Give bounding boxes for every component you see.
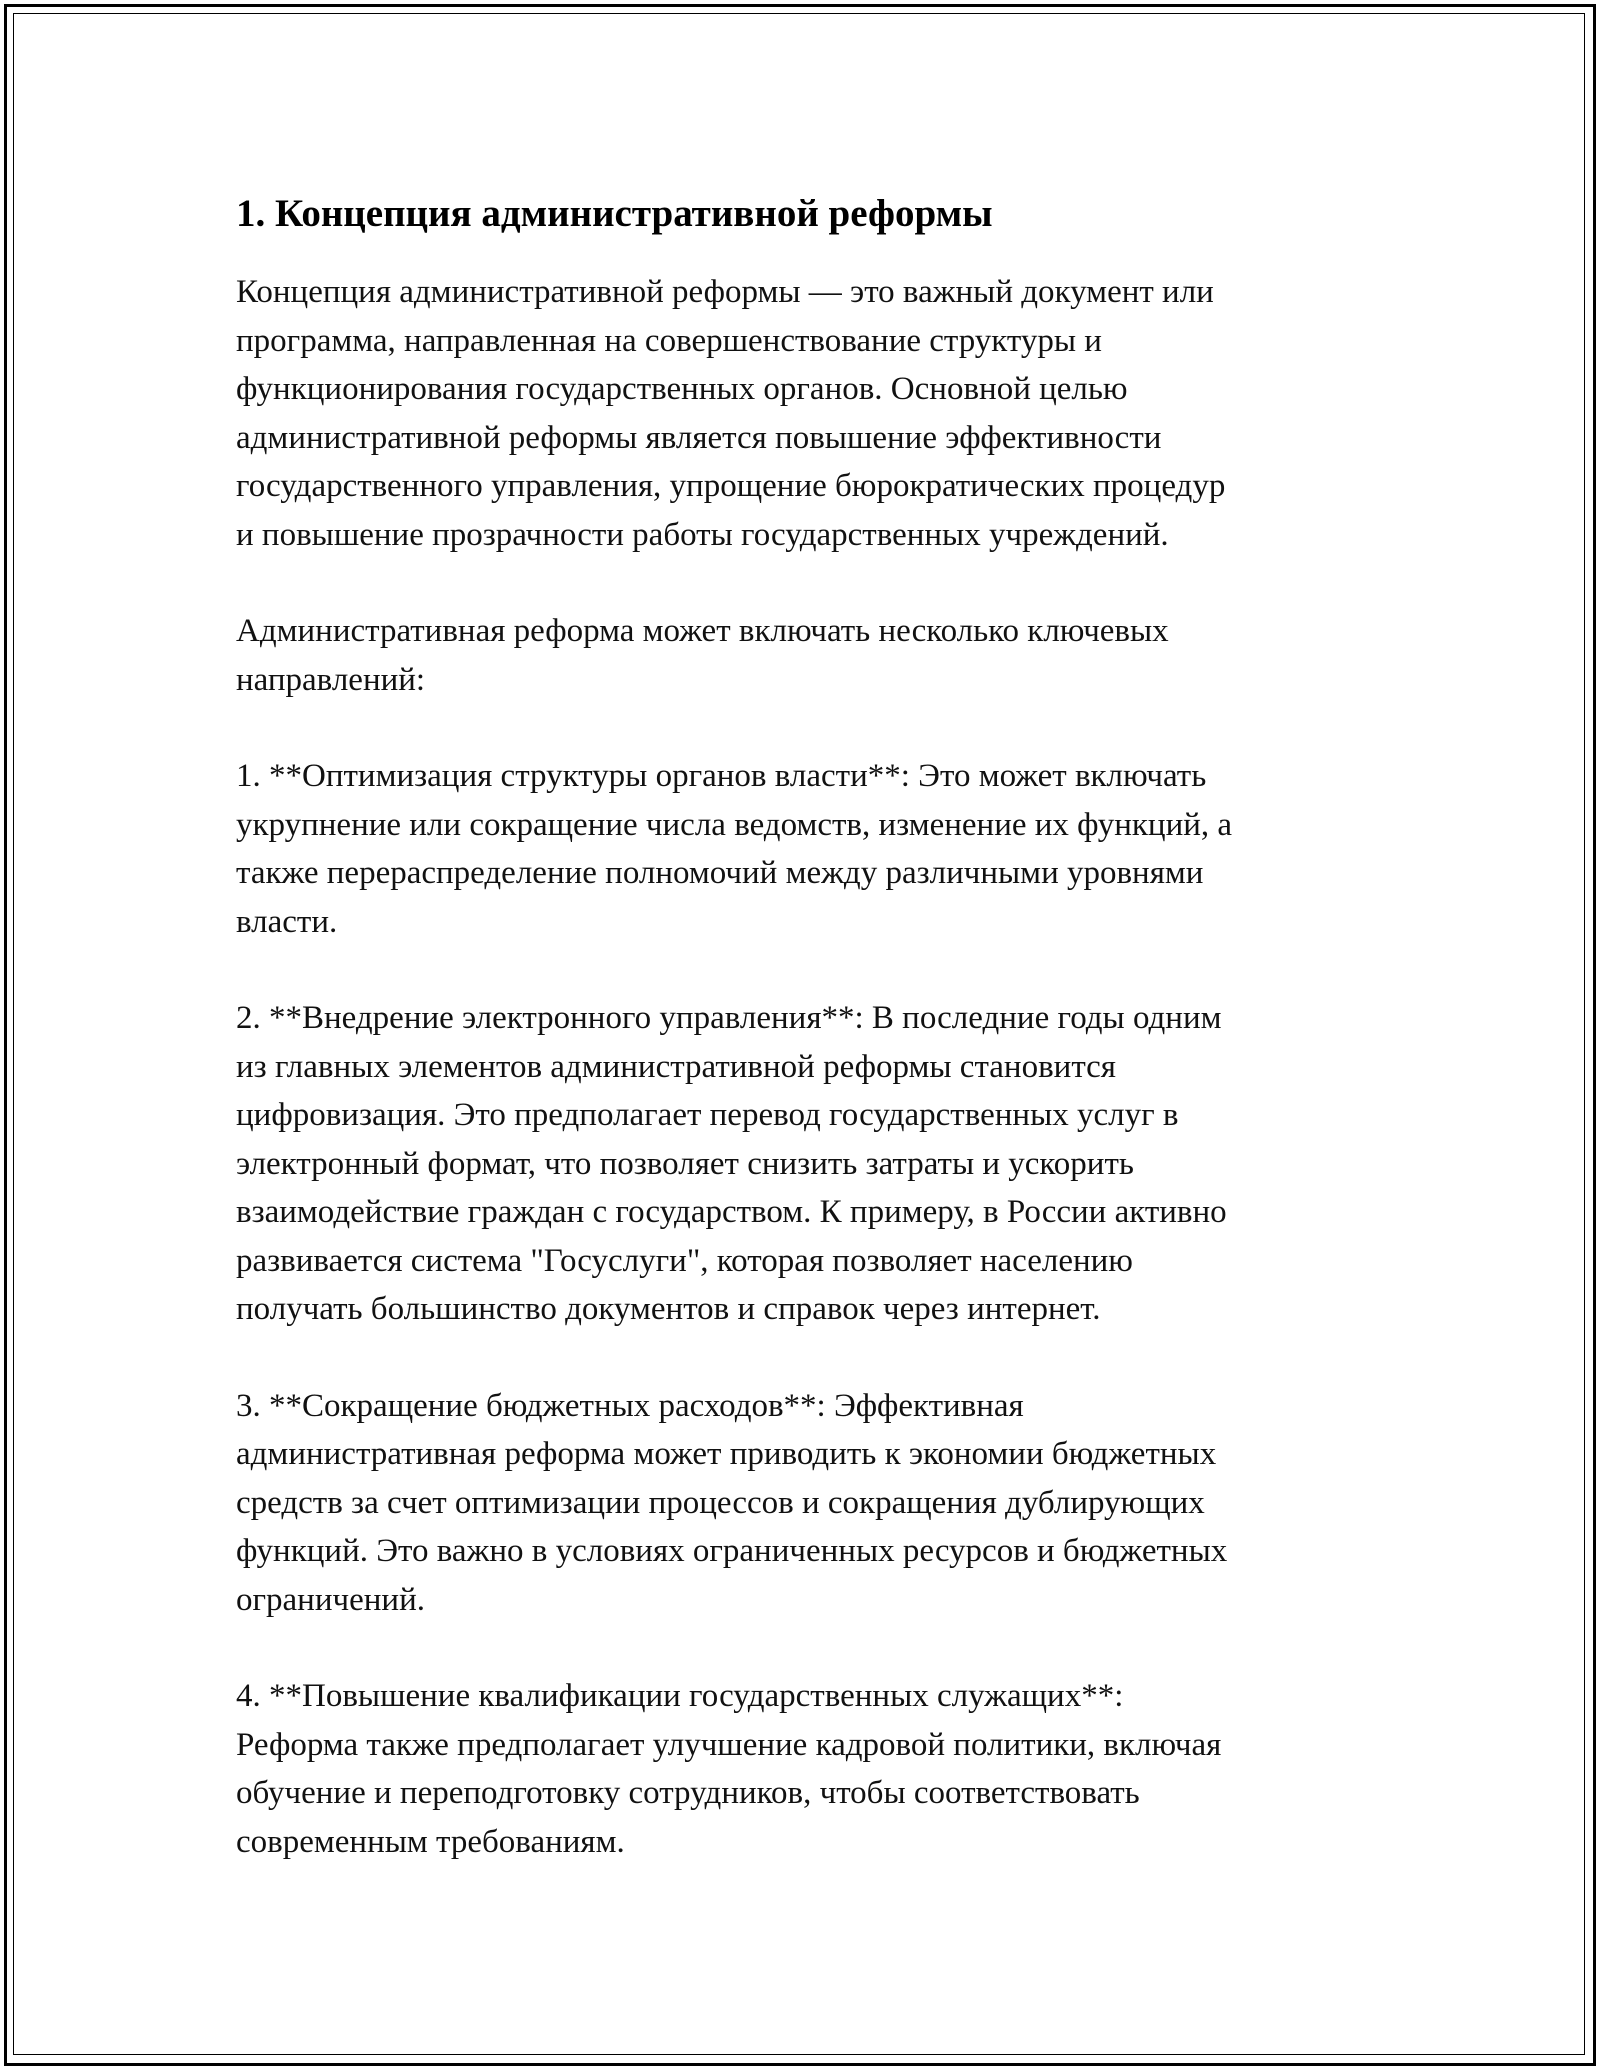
directions-intro-paragraph: Административная реформа может включать несколько ключевых направлений:: [236, 613, 1169, 698]
list-item-structure-optimization: 1. **Оптимизация структуры органов власти**: Это может включать укрупнение или сокращение числа ведомств, изменение их функций, а также перераспределение полномочий между различными уровнями власти.: [236, 758, 1233, 940]
document-body: [236, 188, 1366, 1914]
list-item-budget-reduction: 3. **Сокращение бюджетных расходов**: Эффективная административная реформа может приводить к экономии бюджетных средств за счет оптимизации процессов и сокращения дублирующих функций. Это важно в условиях ограниченных ресурсов и бюджетных ограничений.: [236, 1387, 1228, 1618]
list-item-staff-qualification: 4. **Повышение квалификации государственных служащих**: Реформа также предполагает улучшение кадровой политики, включая обучение и переподготовку сотрудников, чтобы соответствовать современным требованиям.: [236, 1678, 1222, 1860]
section-heading: 1. Концепция административной реформы: [236, 192, 993, 235]
intro-paragraph: Концепция административной реформы — это важный документ или программа, направленная на совершенствование структуры и функционирования государственных органов. Основной целью административной реформы является повышение эффективности государственного управления, упрощение бюрократических процедур и повышение прозрачности работы государственных учреждений.: [236, 274, 1226, 553]
list-item-e-government: 2. **Внедрение электронного управления**: В последние годы одним из главных элементов административной реформы становится цифровизация. Это предполагает перевод государственных услуг в электронный формат, что позволяет снизить затраты и ускорить взаимодействие граждан с государством. К примеру, в России активно развивается система "Госуслуги", которая позволяет населению получать большинство документов и справок через интернет.: [236, 1000, 1227, 1327]
